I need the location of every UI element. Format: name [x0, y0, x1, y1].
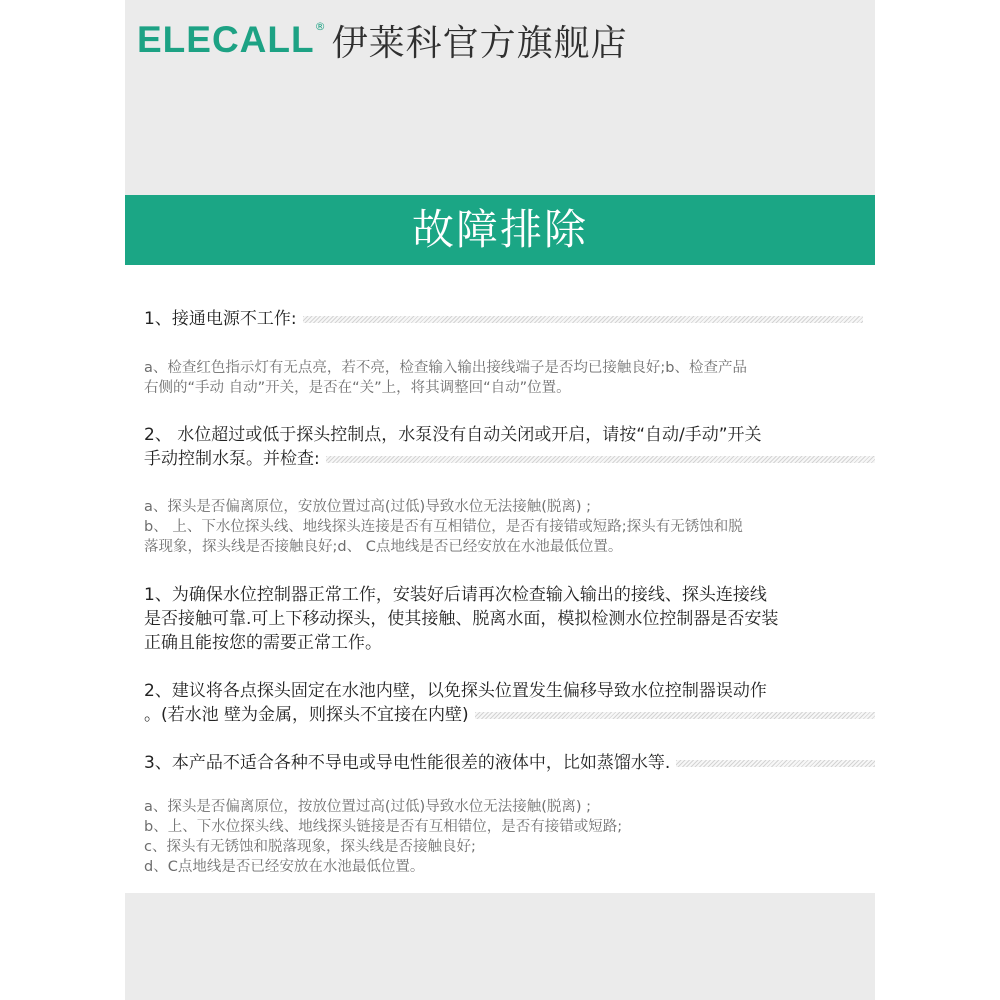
checklist-item: a、探头是否偏离原位，按放位置过高(过低)导致水位无法接触(脱离) ;	[144, 799, 592, 815]
hatch-divider	[303, 316, 863, 323]
detail-line: a、探头是否偏离原位，安放位置过高(过低)导致水位无法接触(脱离) ;	[144, 499, 592, 515]
page-footer	[125, 893, 875, 1000]
section-banner	[125, 195, 875, 265]
note-3	[144, 751, 875, 775]
product-page	[125, 0, 875, 1000]
registered-mark: ®	[314, 20, 326, 33]
checklist-item: d、C点地线是否已经安放在水池最低位置。	[144, 859, 425, 875]
section1-heading-block	[144, 307, 875, 331]
note-line: 3、本产品不适合各种不导电或导电性能很差的液体中，比如蒸馏水等.	[144, 753, 671, 773]
brand-logo[interactable]	[137, 16, 628, 64]
hatch-divider	[676, 760, 875, 767]
note-line: 。(若水池 壁为金属，则探头不宜接在内壁)	[144, 705, 469, 725]
detail-line: 右侧的“手动 自动”开关，是否在“关”上，将其调整回“自动”位置。	[144, 380, 571, 396]
shop-header	[125, 0, 875, 195]
checklist	[144, 797, 875, 877]
note-line: 正确且能按您的需要正常工作。	[144, 633, 382, 653]
section2-heading-line: 手动控制水泵。并检查:	[144, 449, 320, 469]
detail-line: b、 上、下水位探头线、地线探头连接是否有互相错位，是否有接错或短路;探头有无锈蚀和脱	[144, 519, 743, 535]
checklist-item: b、上、下水位探头线、地线探头链接是否有互相错位，是否有接错或短路;	[144, 819, 623, 835]
section2-heading-line: 2、 水位超过或低于探头控制点，水泵没有自动关闭或开启，请按“自动/手动”开关	[144, 425, 762, 445]
section2-heading-block	[144, 423, 875, 471]
detail-line: 落现象，探头线是否接触良好;d、 C点地线是否已经安放在水池最低位置。	[144, 539, 623, 555]
section1-heading: 1、接通电源不工作:	[144, 309, 297, 329]
checklist-item: c、探头有无锈蚀和脱落现象，探头线是否接触良好;	[144, 839, 476, 855]
hatch-divider	[475, 712, 875, 719]
shop-name: 伊莱科官方旗舰店	[331, 22, 628, 64]
note-line: 2、建议将各点探头固定在水池内壁，以免探头位置发生偏移导致水位控制器误动作	[144, 681, 767, 701]
troubleshooting-content	[125, 265, 875, 893]
hatch-divider	[326, 456, 875, 463]
note-line: 1、为确保水位控制器正常工作，安装好后请再次检查输入输出的接线、探头连接线	[144, 585, 767, 605]
note-1	[144, 583, 875, 655]
section2-details	[144, 497, 875, 557]
brand-name: ELECALL	[137, 19, 315, 60]
banner-title: 故障排除	[411, 205, 588, 254]
detail-line: a、检查红色指示灯有无点亮，若不亮，检查输入输出接线端子是否均已接触良好;b、检查产品	[144, 360, 747, 376]
section1-details	[144, 358, 875, 398]
note-line: 是否接触可靠.可上下移动探头，使其接触、脱离水面，模拟检测水位控制器是否安装	[144, 609, 779, 629]
note-2	[144, 679, 875, 727]
